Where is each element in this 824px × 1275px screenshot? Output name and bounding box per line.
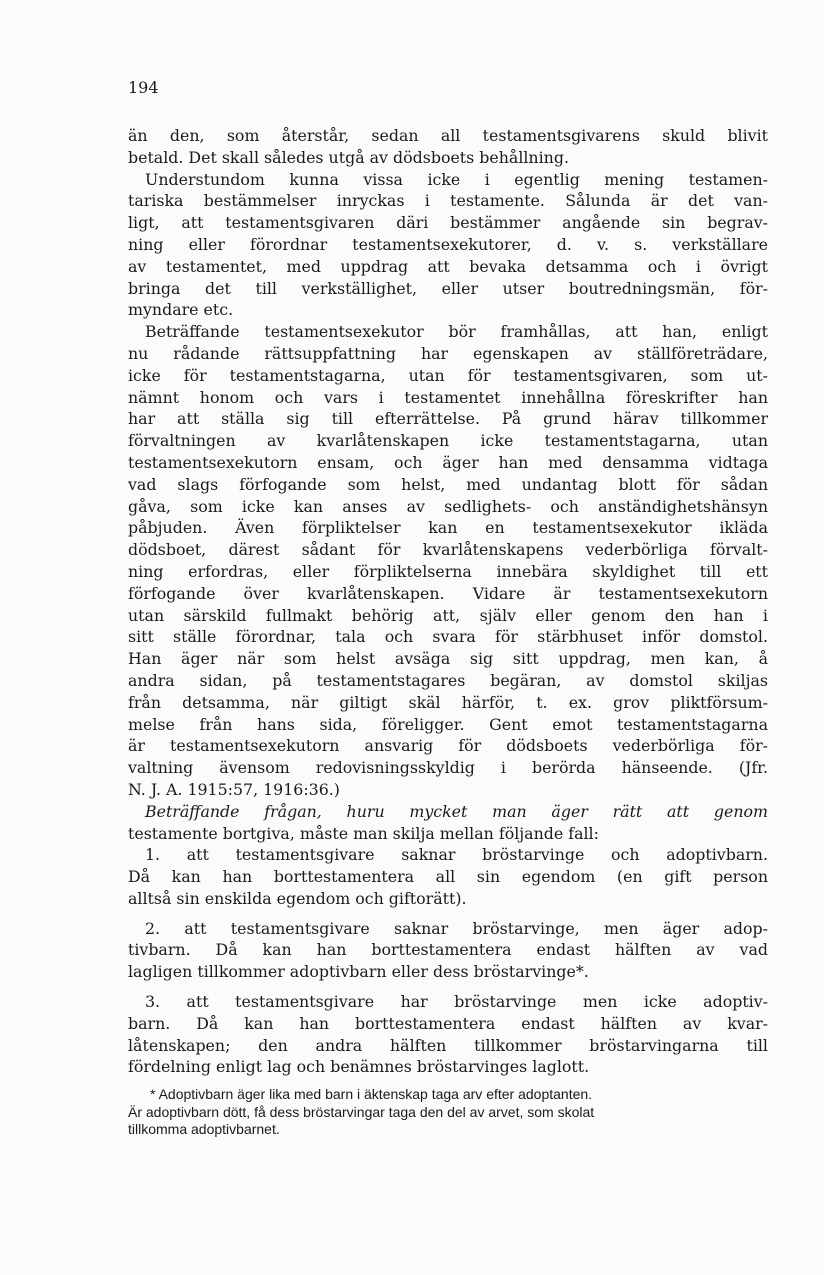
- text-line: 1. att testamentsgivare saknar bröstarvinge och adoptivbarn.: [145, 845, 768, 865]
- footnote: [128, 1086, 768, 1139]
- text-line: lagligen tillkommer adoptivbarn eller dess bröstarvinge*.: [128, 962, 589, 982]
- text-line: gåva, som icke kan anses av sedlighets- och anständighetshänsyn: [128, 496, 768, 516]
- text-line: valtning ävensom redovisningsskyldig i berörda hänseende. (Jfr.: [128, 758, 768, 778]
- text-line: alltså sin enskilda egendom och giftorätt).: [128, 888, 467, 908]
- text-line: är testamentsexekutorn ansvarig för dödsboets vederbörliga för-: [128, 736, 768, 756]
- text-line: 2. att testamentsgivare saknar bröstarvinge, men äger adop-: [145, 918, 768, 938]
- text-line: bringa det till verkställighet, eller utser boutredningsmän, för-: [128, 278, 768, 298]
- text-line: sitt ställe förordnar, tala och svara för stärbhuset inför domstol.: [128, 627, 768, 647]
- text-line: ning eller förordnar testamentsexekutorer, d. v. s. verkställare: [128, 234, 768, 254]
- page-number: 194: [128, 78, 159, 97]
- text-line: andra sidan, på testamentstagares begäran, av domstol skiljas: [128, 670, 768, 690]
- text-line: har att ställa sig till efterrättelse. På grund härav tillkommer: [128, 409, 768, 429]
- text-line: myndare etc.: [128, 300, 234, 320]
- text-line: låtenskapen; den andra hälften tillkommer bröstarvingarna till: [128, 1035, 768, 1055]
- footnote-line: tillkomma adoptivbarnet.: [128, 1121, 280, 1137]
- text-line: dödsboet, därest sådant för kvarlåtenskapens vederbörliga förvalt-: [128, 540, 768, 560]
- text-line: melse från hans sida, föreligger. Gent emot testamentstagarna: [128, 714, 768, 734]
- text-line: icke för testamentstagarna, utan för testamentsgivaren, som ut-: [128, 365, 768, 385]
- text-line: fördelning enligt lag och benämnes bröstarvinges laglott.: [128, 1057, 590, 1077]
- text-line: nu rådande rättsuppfattning har egenskapen av ställföreträdare,: [128, 343, 768, 363]
- text-line: ligt, att testamentsgivaren däri bestämmer angående sin begrav-: [128, 213, 768, 233]
- text-line: betald. Det skall således utgå av dödsboets behållning.: [128, 147, 569, 167]
- text-line: förfogande över kvarlåtenskapen. Vidare är testamentsexekutorn: [128, 583, 768, 603]
- text-line: Han äger när som helst avsäga sig sitt uppdrag, men kan, å: [128, 649, 768, 669]
- text-line: Då kan han borttestamentera all sin egendom (en gift person: [128, 867, 768, 887]
- text-line: påbjuden. Även förpliktelser kan en testamentsexekutor ikläda: [128, 518, 768, 538]
- text-line: förvaltningen av kvarlåtenskapen icke testamentstagarna, utan: [128, 431, 768, 451]
- text-line: av testamentet, med uppdrag att bevaka detsamma och i övrigt: [128, 256, 768, 276]
- footnote-line: * Adoptivbarn äger lika med barn i äktenskap taga arv efter adoptanten.: [150, 1086, 593, 1102]
- text-line: vad slags förfogande som helst, med undantag blott för sådan: [128, 474, 768, 494]
- text-line: från detsamma, när giltigt skäl härför, t. ex. grov pliktförsum-: [128, 692, 768, 712]
- text-line: testamente bortgiva, måste man skilja mellan följande fall:: [128, 823, 599, 843]
- text-line: tariska bestämmelser inryckas i testamente. Sålunda är det van-: [128, 191, 768, 211]
- text-line: Beträffande testamentsexekutor bör framhållas, att han, enligt: [145, 322, 768, 342]
- text-line: N. J. A. 1915:57, 1916:36.): [128, 779, 340, 799]
- text-line: nämnt honom och vars i testamentet innehållna föreskrifter han: [128, 387, 768, 407]
- body-text: [128, 125, 768, 1078]
- text-line: 3. att testamentsgivare har bröstarvinge men icke adoptiv-: [145, 992, 768, 1012]
- text-line: Beträffande frågan, huru mycket man äger rätt att genom: [145, 801, 768, 821]
- text-line: ning erfordras, eller förpliktelserna innebära skyldighet till ett: [128, 561, 768, 581]
- text-line: än den, som återstår, sedan all testamentsgivarens skuld blivit: [128, 126, 768, 145]
- footnote-line: Är adoptivbarn dött, få dess bröstarvingar taga den del av arvet, som skolat: [128, 1103, 595, 1120]
- text-line: testamentsexekutorn ensam, och äger han med densamma vidtaga: [128, 452, 768, 472]
- text-line: tivbarn. Då kan han borttestamentera endast hälften av vad: [128, 940, 768, 960]
- text-line: barn. Då kan han borttestamentera endast hälften av kvar-: [128, 1013, 768, 1033]
- text-line: Understundom kunna vissa icke i egentlig mening testamen-: [145, 169, 768, 189]
- text-line: utan särskild fullmakt behörig att, själv eller genom den han i: [128, 605, 768, 625]
